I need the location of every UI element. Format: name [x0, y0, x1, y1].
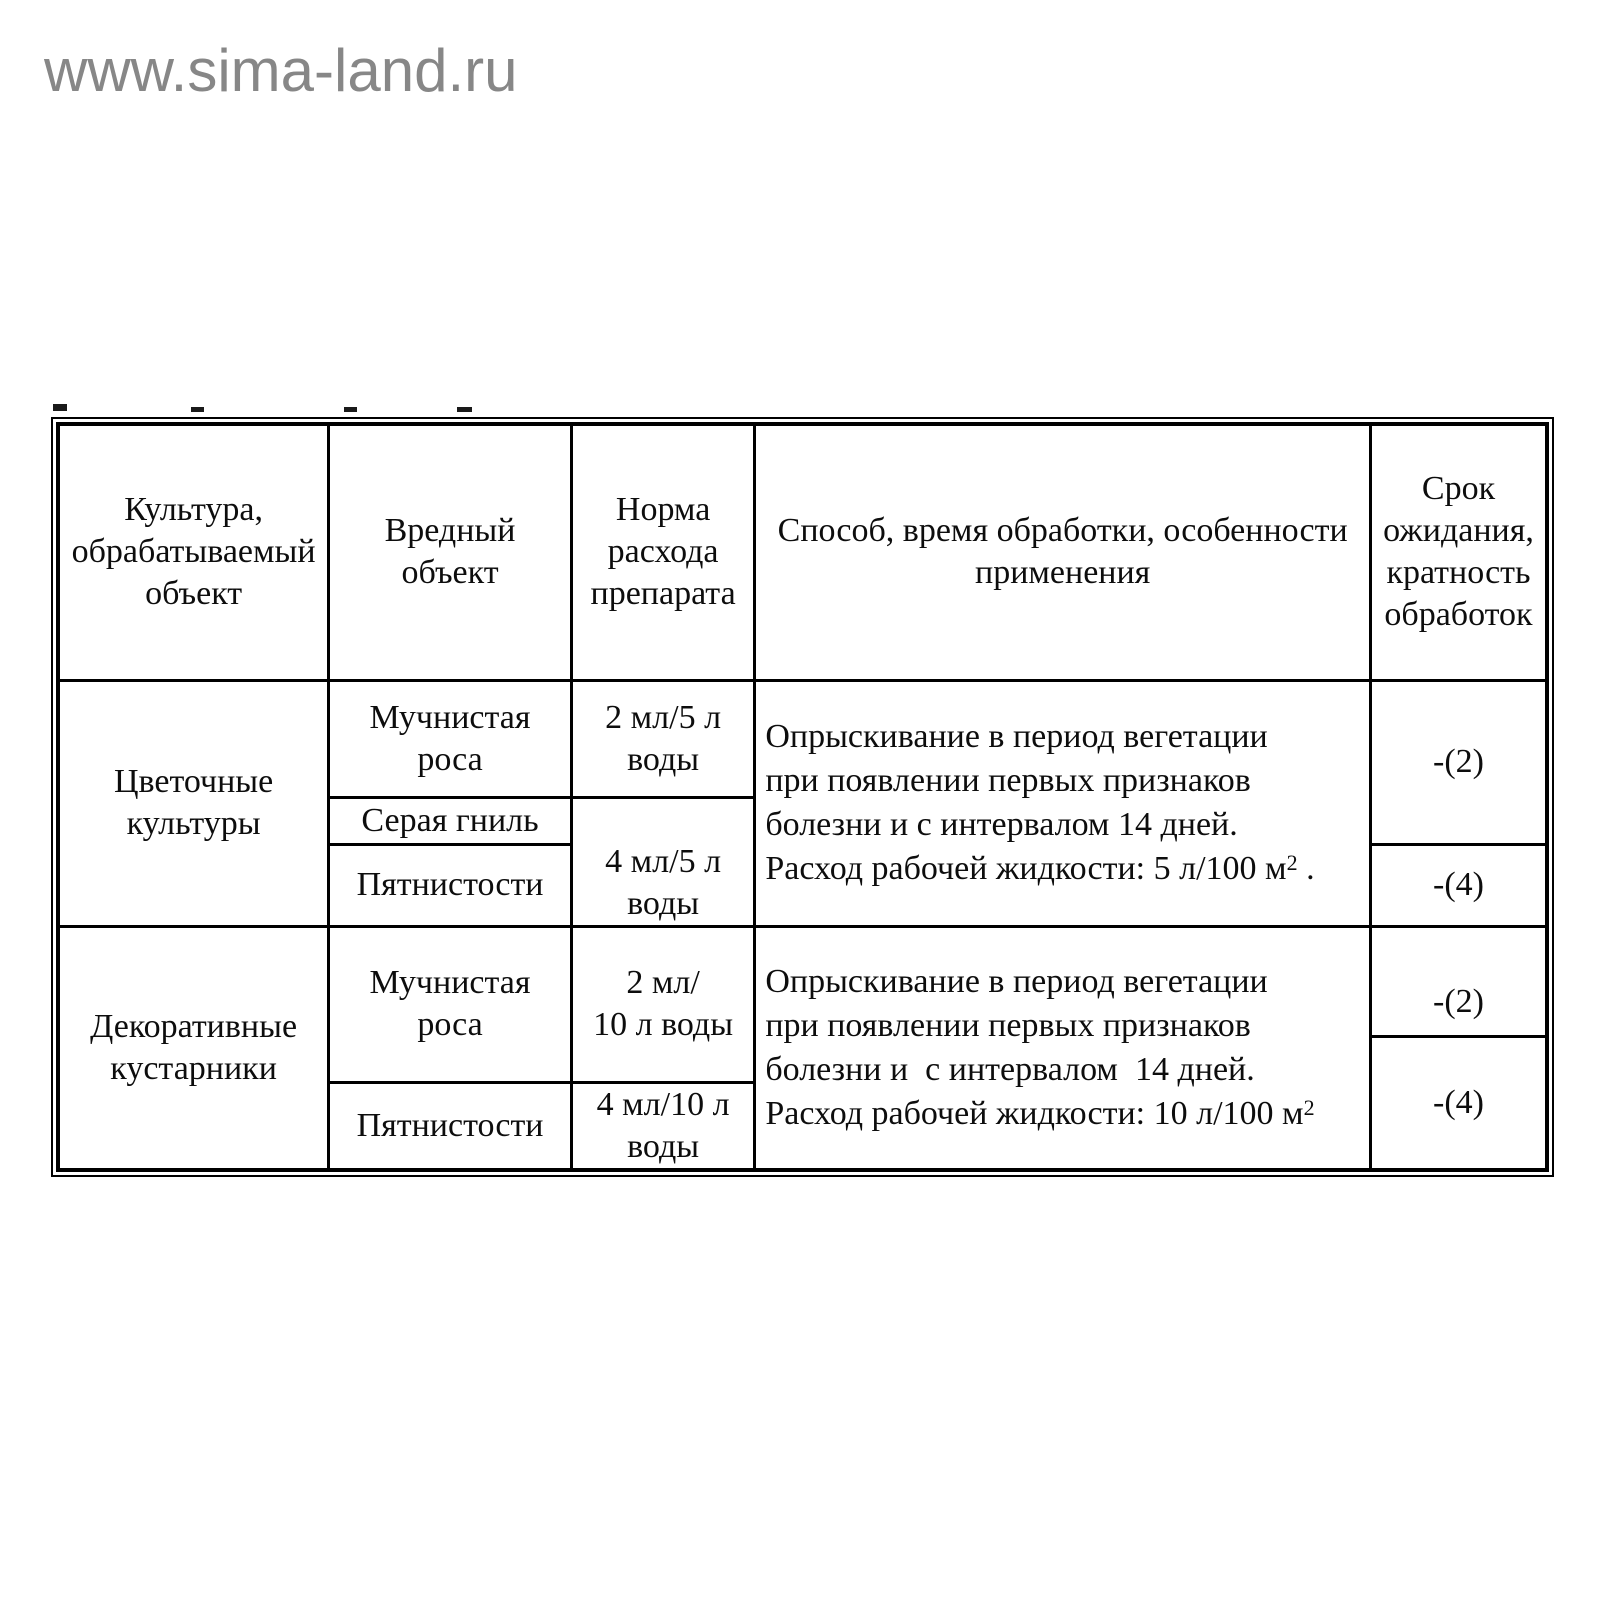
- scan-artifact: [53, 404, 67, 411]
- cell-culture-flowers: Цветочные культуры: [58, 680, 329, 926]
- scan-artifact: [457, 407, 472, 412]
- cell-waiting-2-shrubs: -(2): [1370, 926, 1547, 1036]
- scan-artifact: [191, 407, 204, 412]
- method-text: Опрыскивание в период вегетации при появлении первых признаков болезни и с интервалом 14 дней.: [765, 962, 1268, 1088]
- method-liquid-rate: Расход рабочей жидкости: 5 л/100 $м^2$ .: [765, 850, 1315, 887]
- application-table-wrapper: [51, 417, 1554, 1177]
- scan-artifact: [344, 407, 357, 412]
- method-text: Опрыскивание в период вегетации при появлении первых признаков болезни и с интервалом 14 дней.: [765, 718, 1268, 843]
- cell-pest-mildew-2: Мучнистая роса: [329, 926, 572, 1082]
- table-row: [58, 680, 1547, 797]
- cell-pest-spots-2: Пятнистости: [329, 1082, 572, 1170]
- method-liquid-rate: Расход рабочей жидкости: 10 л/100 $м^2$: [765, 1094, 1315, 1132]
- header-waiting: Срок ожидания, кратность обработок: [1370, 424, 1547, 680]
- cell-waiting-4-shrubs: -(4): [1370, 1036, 1547, 1170]
- header-culture: Культура, обрабатываемый объект: [58, 424, 329, 680]
- cell-rate-2ml5l: 2 мл/5 л воды: [571, 680, 754, 797]
- header-method: Способ, время обработки, особенности применения: [755, 424, 1371, 680]
- cell-rate-4ml5l: 4 мл/5 л воды: [571, 797, 754, 926]
- cell-rate-4ml10l: 4 мл/10 л воды: [571, 1082, 754, 1170]
- cell-pest-mildew-1: Мучнистая роса: [329, 680, 572, 797]
- cell-rate-2ml10l: 2 мл/ 10 л воды: [571, 926, 754, 1082]
- cell-pest-grayrot: Серая гниль: [329, 797, 572, 845]
- header-pest: Вредный объект: [329, 424, 572, 680]
- cell-method-flowers: [755, 680, 1371, 926]
- cell-method-shrubs: [755, 926, 1371, 1170]
- cell-waiting-4-flowers: -(4): [1370, 845, 1547, 926]
- application-table: [56, 422, 1549, 1172]
- superscript: 2: [1286, 850, 1298, 875]
- cell-waiting-2-flowers: -(2): [1370, 680, 1547, 845]
- site-watermark: www.sima-land.ru: [44, 37, 518, 104]
- cell-culture-shrubs: Декоративные кустарники: [58, 926, 329, 1170]
- header-row: [58, 424, 1547, 680]
- cell-pest-spots-1: Пятнистости: [329, 845, 572, 926]
- superscript: 2: [1303, 1094, 1315, 1120]
- table-row: [58, 926, 1547, 1036]
- header-rate: Норма расхода препарата: [571, 424, 754, 680]
